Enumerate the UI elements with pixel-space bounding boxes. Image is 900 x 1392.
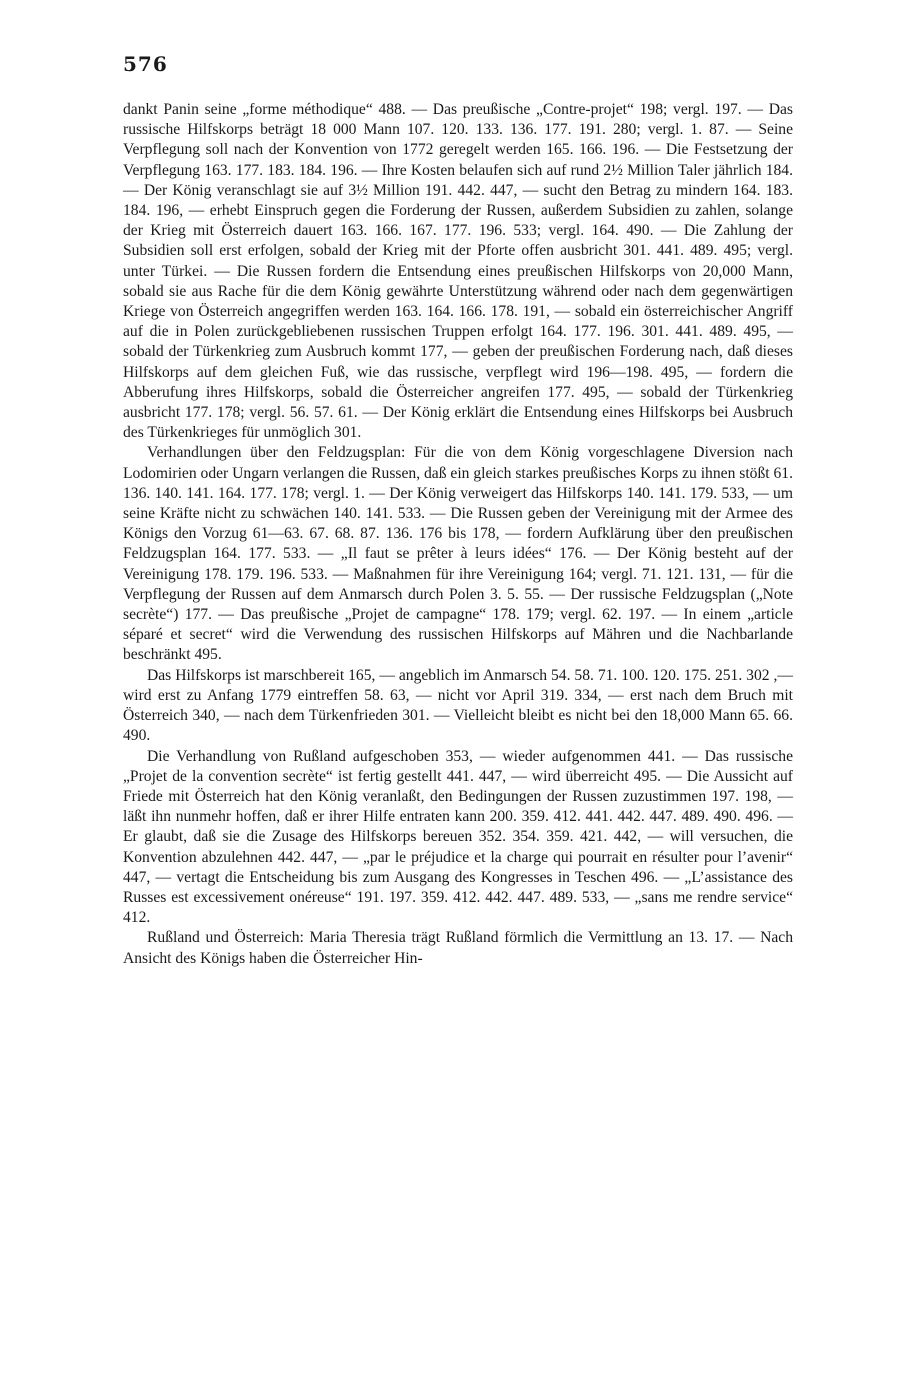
paragraph: Verhandlungen über den Feldzugsplan: Für die von dem König vorgeschlagene Diversion nach Lodomirien oder Ungarn verlangen die Russen, daß ein gleich starkes preußisches Korps zu ihnen stößt 61. 136. 140. 141. 164. 177. 178; vergl. 1. — Der König verweigert das Hilfskorps 140. 141. 179. 533, — um seine Kräfte nicht zu schwächen 140. 141. 533. — Die Russen geben der Vereinigung mit der Armee des Königs den Vorzug 61—63. 67. 68. 87. 136. 176 bis 178, — fordern Aufklärung über den preußischen Feldzugsplan 164. 177. 533. — „Il faut se prêter à leurs idées“ 176. — Der König besteht auf der Vereinigung 178. 179. 196. 533. — Maßnahmen für ihre Vereinigung 164; vergl. 71. 121. 131, — für die Verpflegung der Russen auf dem Anmarsch durch Polen 3. 5. 55. — Der russische Feldzugsplan („Note secrète“) 177. — Das preußische „Projet de campagne“ 178. 179; vergl. 62. 197. — In einem „article séparé et secret“ wird die Verwendung des russischen Hilfskorps auf Mähren und die Nachbarlande beschränkt 495.	[123, 444, 793, 664]
index-text	[123, 100, 793, 969]
paragraph: Das Hilfskorps ist marschbereit 165, — angeblich im Anmarsch 54. 58. 71. 100. 120. 175. 251. 302 ,— wird erst zu Anfang 1779 eintreffen 58. 63, — nicht vor April 319. 334, — erst nach dem Bruch mit Österreich 340, — nach dem Türkenfrieden 301. — Vielleicht bleibt es nicht bei den 18,000 Mann 65. 66. 490.	[123, 666, 793, 745]
paragraph: Die Verhandlung von Rußland aufgeschoben 353, — wieder aufgenommen 441. — Das russische „Projet de la convention secrète“ ist fertig gestellt 441. 447, — wird überreicht 495. — Die Aussicht auf Friede mit Österreich hat den König veranlaßt, den Bedingungen der Russen zuzustimmen 197. 198, — läßt ihn nunmehr hoffen, daß er ihrer Hilfe entraten kann 200. 359. 412. 441. 442. 447. 489. 490. 496. — Er glaubt, daß sie die Zusage des Hilfskorps bereuen 352. 354. 359. 421. 442, — will versuchen, die Konvention abzulehnen 442. 447, — „par le préjudice et la charge qui pourrait en résulter pour l’avenir“ 447, — vertagt die Entscheidung bis zum Ausgang des Kongresses in Teschen 496. — „L’assistance des Russes est excessivement onéreuse“ 191. 197. 359. 412. 442. 447. 489. 533, — „sans me rendre service“ 412.	[123, 747, 793, 927]
paragraph: dankt Panin seine „forme méthodique“ 488. — Das preußische „Contre-projet“ 198; vergl. 197. — Das russische Hilfskorps beträgt 18 000 Mann 107. 120. 133. 136. 177. 191. 280; vergl. 1. 87. — Seine Verpflegung soll nach der Konvention von 1772 geregelt werden 165. 166. 196. — Die Festsetzung der Verpflegung 163. 177. 183. 184. 196. — Ihre Kosten belaufen sich auf rund 2½ Million Taler jährlich 184. — Der König veranschlagt sie auf 3½ Million 191. 442. 447, — sucht den Betrag zu mindern 164. 183. 184. 196, — erhebt Einspruch gegen die Forderung der Russen, außerdem Subsidien zu zahlen, solange der Krieg mit Österreich dauert 163. 166. 167. 177. 196. 533; vergl. 164. 490. — Die Zahlung der Subsidien soll erst erfolgen, sobald der Krieg mit der Pforte offen ausbricht 301. 441. 489. 495; vergl. unter Türkei. — Die Russen fordern die Entsendung eines preußischen Hilfskorps von 20,000 Mann, sobald sie aus Rache für die dem König gewährte Unterstützung während oder nach dem gegenwärtigen Kriege von Österreich angegriffen werden 163. 164. 166. 178. 191, — sobald ein österreichischer Angriff auf die in Polen zurückgebliebenen russischen Truppen erfolgt 164. 177. 196. 301. 441. 489. 495, — sobald der Türkenkrieg zum Ausbruch kommt 177, — geben der preußischen Forderung nach, daß dieses Hilfskorps auf dem gleichen Fuß, wie das russische, verpflegt wird 196—198. 495, — fordern die Abberufung ihres Hilfskorps, sobald die Österreicher angreifen 177. 495, — sobald der Türkenkrieg ausbricht 177. 178; vergl. 56. 57. 61. — Der König erklärt die Entsendung eines Hilfskorps bei Ausbruch des Türkenkrieges für unmöglich 301.	[123, 101, 793, 442]
page-number: 576	[123, 52, 168, 76]
paragraph: Rußland und Österreich: Maria Theresia trägt Rußland förmlich die Vermittlung an 13. 17. — Nach Ansicht des Königs haben die Österreicher Hin-	[123, 929, 793, 967]
